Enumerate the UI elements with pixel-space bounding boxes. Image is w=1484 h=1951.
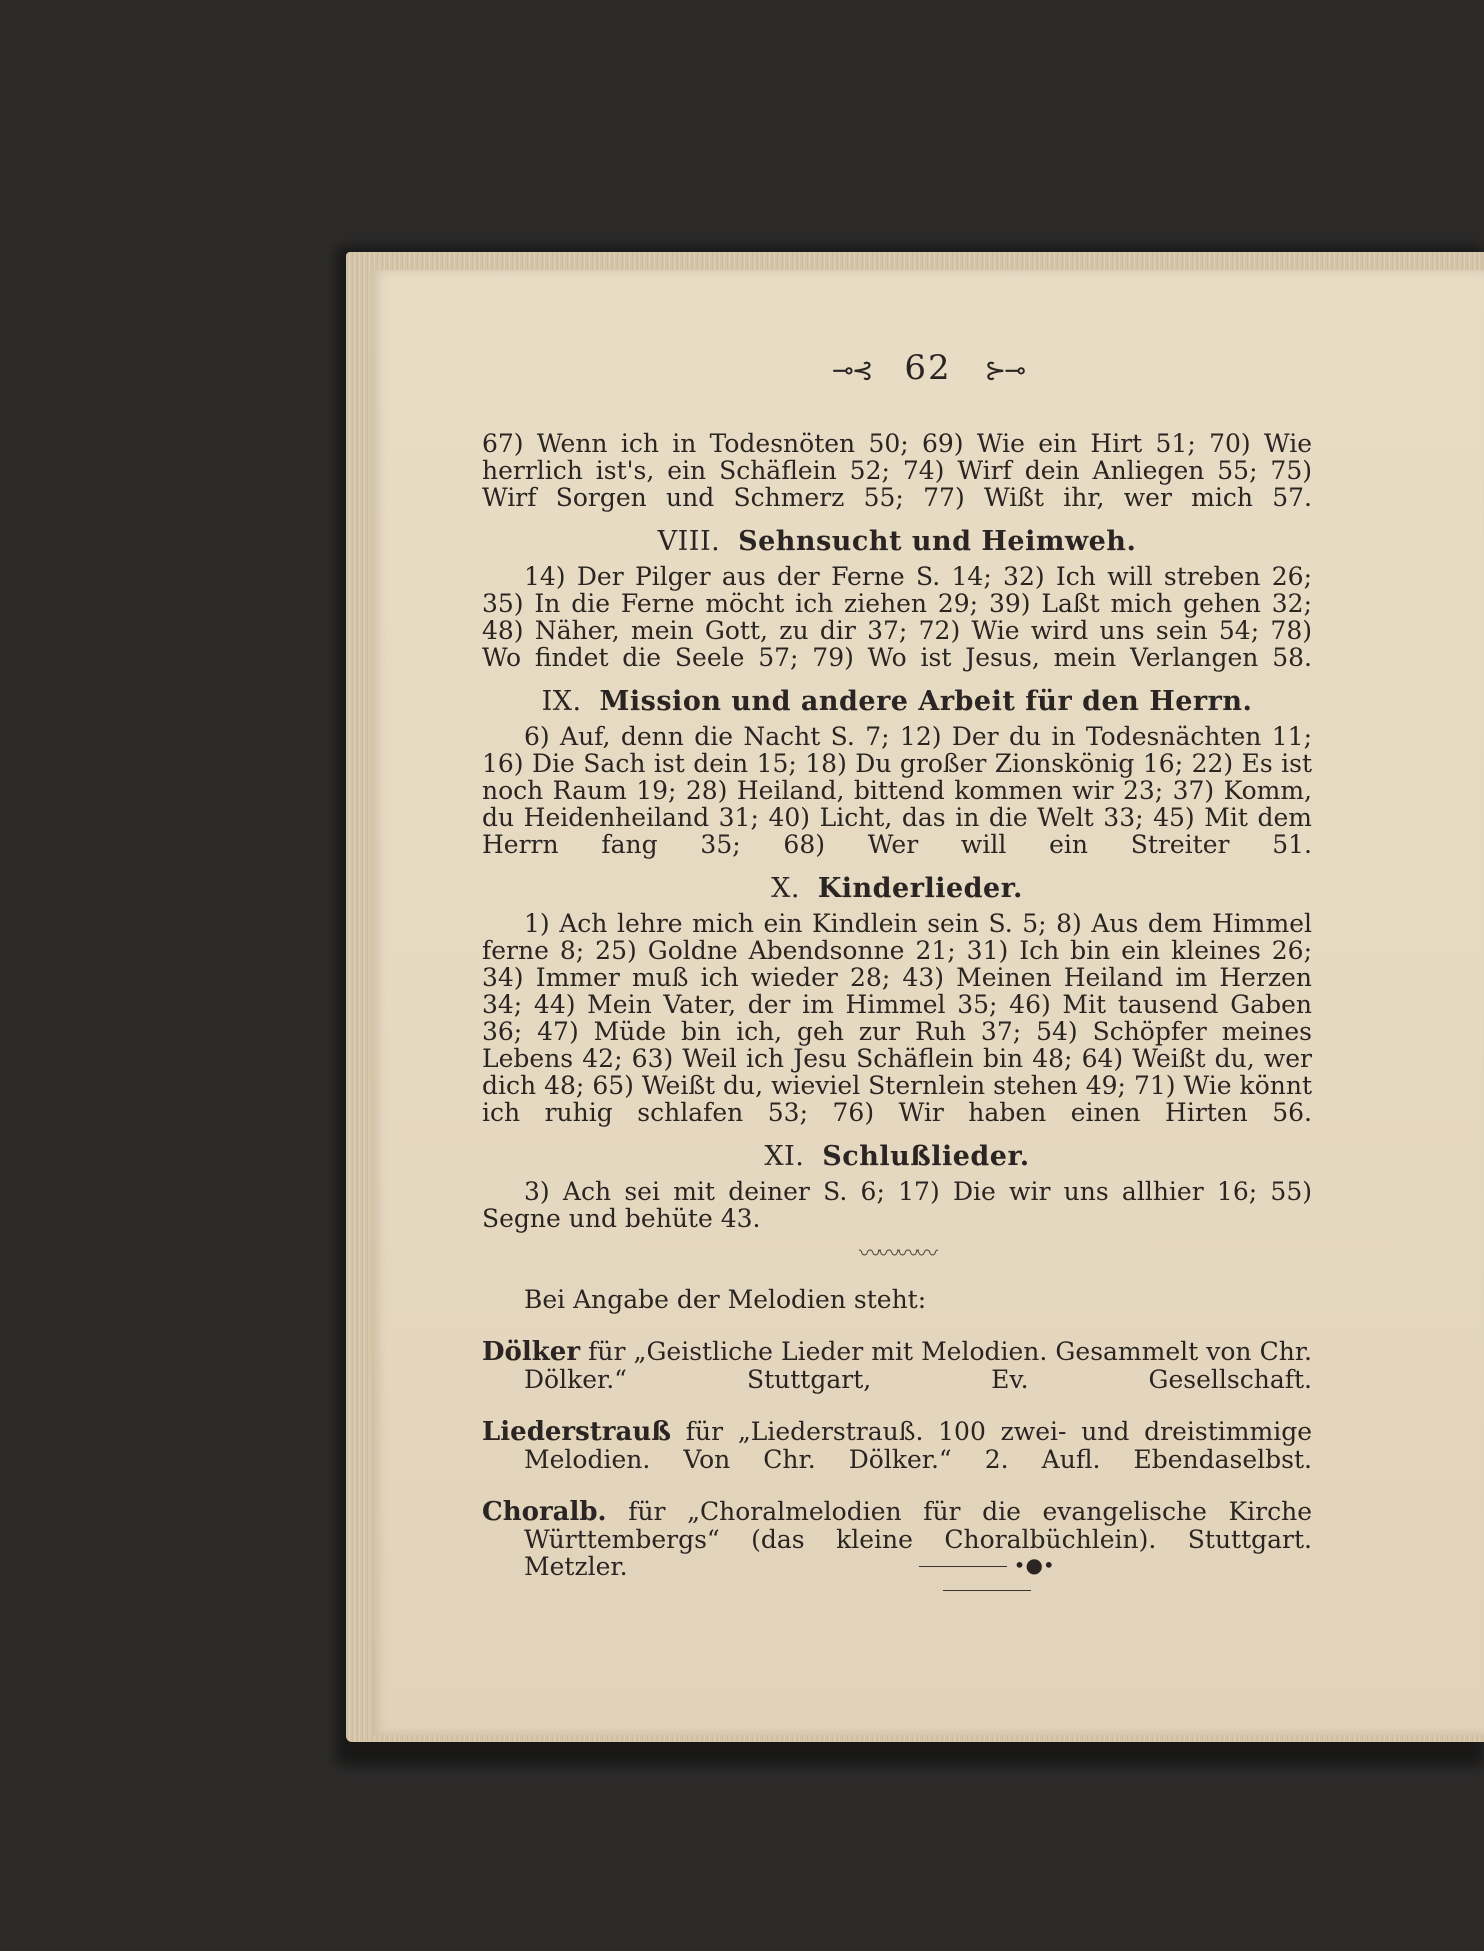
section-heading — [482, 525, 1312, 559]
intro-paragraph: 67) Wenn ich in Todesnöten 50; 69) Wie ein Hirt 51; 70) Wie herrlich ist's, ein Schäflein 52; 74) Wirf dein Anliegen 55; 75) Wirf Sorgen und Schmerz 55; 77) Wißt ihr, wer mich 57. — [482, 429, 1312, 512]
section-numeral: IX. — [541, 686, 582, 717]
section-ix — [482, 685, 1312, 858]
header-ornament-left: ⊸⊰ — [831, 356, 872, 386]
melody-text: für „Geistliche Lieder mit Melodien. Gesammelt von Chr. Dölker.“ Stuttgart, Ev. Gesellschaft. — [524, 1337, 1312, 1394]
melody-text: für „Liederstrauß. 100 zwei- und dreistimmige Melodien. Von Chr. Dölker.“ 2. Aufl. Ebendaselbst. — [524, 1417, 1312, 1474]
section-title: Schlußlieder. — [822, 1141, 1030, 1172]
section-text: 1) Ach lehre mich ein Kindlein sein S. 5; 8) Aus dem Himmel ferne 8; 25) Goldne Abendsonne 21; 31) Ich bin ein kleines 26; 34) Immer muß ich wieder 28; 43) Meinen Heiland im Herzen 34; 44) Mein Vater, der im Himmel 35; 46) Mit tausend Gaben 36; 47) Müde bin ich, geh zur Ruh 37; 54) Schöpfer meines Lebens 42; 63) Weil ich Jesu Schäflein bin 48; 64) Weißt du, wer dich 48; 65) Weißt du, wieviel Sternlein stehen 49; 71) Wie könnt ich ruhig schlafen 53; 76) Wir haben einen Hirten 56. — [482, 909, 1312, 1127]
section-xi — [482, 1140, 1312, 1232]
page-number: 62 — [904, 348, 952, 388]
section-title: Kinderlieder. — [817, 873, 1023, 904]
divider-line-right — [943, 1590, 1031, 1591]
melody-source-liederstrauss — [482, 1418, 1312, 1473]
divider-line-left — [919, 1566, 1007, 1567]
melody-source-doelker — [482, 1338, 1312, 1393]
melody-key: Liederstrauß — [482, 1417, 671, 1447]
melody-intro: Bei Angabe der Melodien steht: — [524, 1285, 927, 1314]
section-text: 6) Auf, denn die Nacht S. 7; 12) Der du in Todesnächten 11; 16) Die Sach ist dein 15; 18) Du großer Zionskönig 16; 22) Es ist noch Raum 19; 28) Heiland, bittend kommen wir 23; 37) Komm, du Heidenheiland 31; 40) Licht, das in die Welt 33; 45) Mit dem Herrn fang 35; 68) Wer will ein Streiter 51. — [482, 722, 1312, 859]
section-numeral: XI. — [764, 1141, 805, 1172]
section-numeral: VIII. — [657, 526, 721, 557]
section-heading — [482, 1140, 1312, 1174]
section-title: Mission und andere Arbeit für den Herrn. — [599, 686, 1253, 717]
section-text: 14) Der Pilger aus der Ferne S. 14; 32) Ich will streben 26; 35) In die Ferne möcht ich ziehen 29; 39) Laßt mich gehen 32; 48) Näher, mein Gott, zu dir 37; 72) Wie wird uns sein 54; 78) Wo findet die Seele 57; 79) Wo ist Jesus, mein Verlangen 58. — [482, 562, 1312, 672]
book-page — [372, 270, 1484, 1735]
divider-dots: •●• — [1013, 1553, 1055, 1577]
section-text: 3) Ach sei mit deiner S. 6; 17) Die wir uns allhier 16; 55) Segne und behüte 43. — [482, 1177, 1312, 1233]
section-viii — [482, 525, 1312, 671]
section-heading — [482, 685, 1312, 719]
index-body — [482, 430, 1312, 1584]
page-header — [372, 348, 1484, 388]
melody-key: Dölker — [482, 1337, 581, 1367]
melody-text: für „Choralmelodien für die evangelische Kirche Württembergs“ (das kleine Choralbüchlein). Stuttgart. Metzler. — [524, 1497, 1313, 1581]
header-ornament-right: ⊱⊸ — [984, 356, 1025, 386]
section-title: Sehnsucht und Heimweh. — [738, 526, 1137, 557]
end-divider — [882, 1553, 1092, 1601]
melody-key: Choralb. — [482, 1497, 607, 1527]
section-numeral: X. — [771, 873, 800, 904]
wave-divider: 〰〰〰〰 — [858, 1242, 935, 1267]
section-x — [482, 872, 1312, 1126]
section-heading — [482, 872, 1312, 906]
